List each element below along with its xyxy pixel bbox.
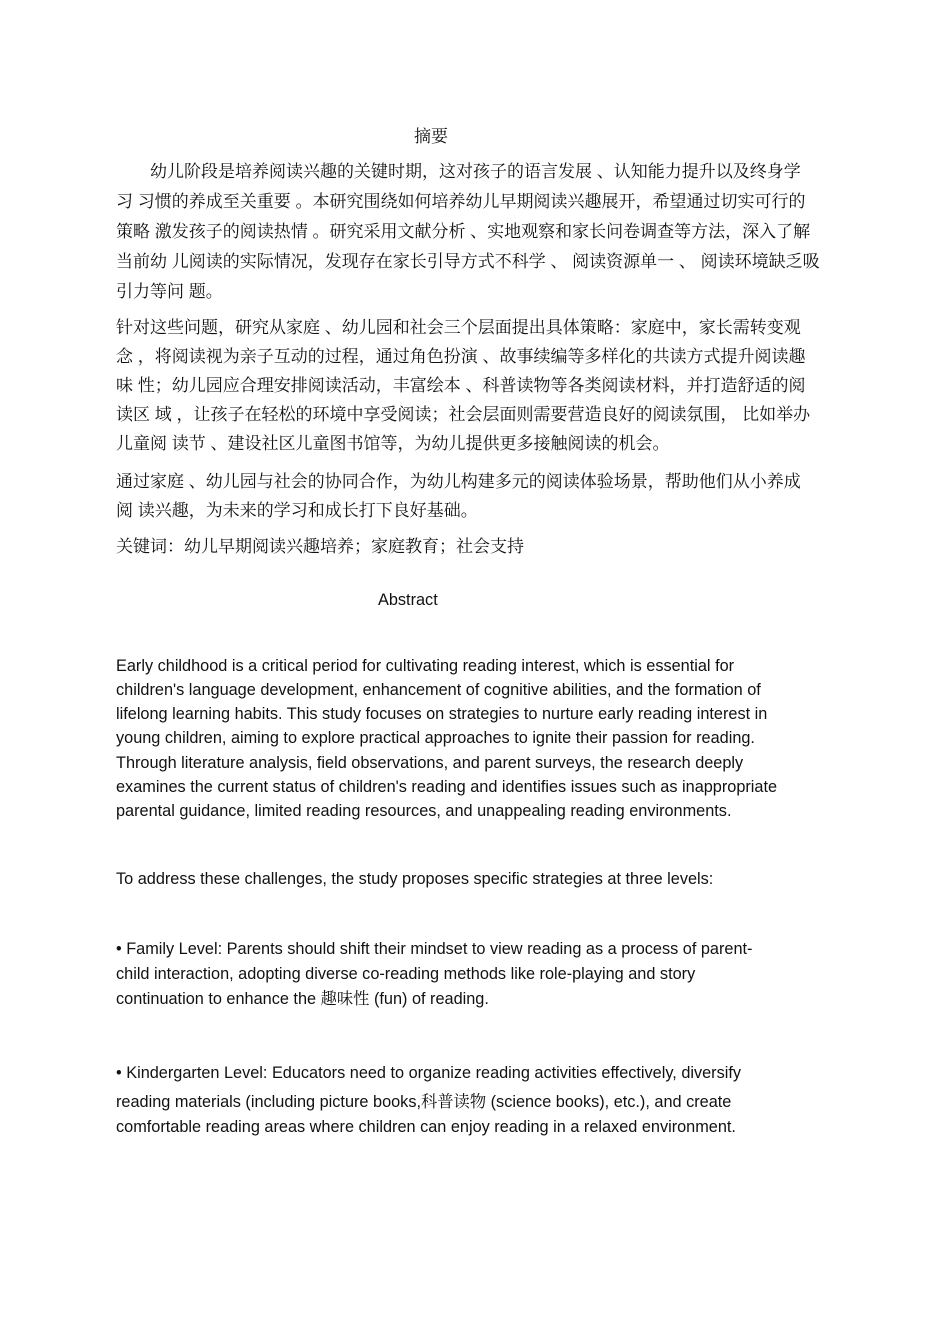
abstract_zh-line: 习 习惯的养成至关重要 。本研究围绕如何培养幼儿早期阅读兴趣展开，希望通过切实可行的	[116, 192, 806, 211]
abstract_zh-line: 引力等问 题。	[116, 282, 223, 301]
abstract_en-line: reading materials (including picture books,科普读物 (science books), etc.), and create	[116, 1093, 732, 1111]
abstract_en-line: examines the current status of children's reading and identifies issues such as inappropriate	[116, 778, 778, 796]
abstract_zh-line: 当前幼 儿阅读的实际情况，发现存在家长引导方式不科学 、 阅读资源单一 、 阅读环境缺乏吸	[116, 252, 820, 271]
abstract_zh-line: 味 性；幼儿园应合理安排阅读活动，丰富绘本 、科普读物等各类阅读材料，并打造舒适的阅	[116, 376, 806, 395]
abstract_zh-line: 阅 读兴趣，为未来的学习和成长打下良好基础。	[116, 501, 478, 520]
abstract_zh-line: 策略 激发孩子的阅读热情 。研究采用文献分析 、实地观察和家长问卷调查等方法，深入了解	[116, 222, 811, 241]
abstract_en-line: children's language development, enhancement of cognitive abilities, and the formation of	[116, 681, 761, 699]
abstract_en-line: young children, aiming to explore practical approaches to ignite their passion for reading.	[116, 729, 755, 747]
abstract-zh-heading: 摘要	[414, 127, 448, 146]
abstract-en-heading: Abstract	[378, 591, 438, 609]
abstract_en-line: continuation to enhance the 趣味性 (fun) of reading.	[116, 990, 489, 1008]
abstract_en-line: To address these challenges, the study proposes specific strategies at three levels:	[116, 870, 714, 888]
abstract_zh-line: 通过家庭 、幼儿园与社会的协同合作，为幼儿构建多元的阅读体验场景，帮助他们从小养成	[116, 472, 801, 491]
keywords: 关键词：幼儿早期阅读兴趣培养；家庭教育；社会支持	[116, 537, 524, 556]
abstract_en-line: parental guidance, limited reading resources, and unappealing reading environments.	[116, 802, 732, 820]
abstract_en-line: comfortable reading areas where children can enjoy reading in a relaxed environment.	[116, 1118, 736, 1136]
abstract_en-line: • Family Level: Parents should shift their mindset to view reading as a process of parent-	[116, 940, 753, 958]
abstract_zh-line: 读区 域 ，让孩子在轻松的环境中享受阅读；社会层面则需要营造良好的阅读氛围， 比如举办	[116, 405, 811, 424]
abstract_en-line: child interaction, adopting diverse co-reading methods like role-playing and story	[116, 965, 696, 983]
abstract_zh-line: 念 ，将阅读视为亲子互动的过程，通过角色扮演 、故事续编等多样化的共读方式提升阅读趣	[116, 347, 806, 366]
abstract_en-line: lifelong learning habits. This study focuses on strategies to nurture early reading interest in	[116, 705, 768, 723]
abstract_en-line: Early childhood is a critical period for cultivating reading interest, which is essential for	[116, 657, 735, 675]
abstract_zh-line: 幼儿阶段是培养阅读兴趣的关键时期，这对孩子的语言发展 、认知能力提升以及终身学	[116, 162, 801, 181]
abstract_en-line: Through literature analysis, field observations, and parent surveys, the research deeply	[116, 754, 744, 772]
abstract_zh-line: 儿童阅 读节 、建设社区儿童图书馆等，为幼儿提供更多接触阅读的机会。	[116, 434, 670, 453]
abstract_en-line: • Kindergarten Level: Educators need to organize reading activities effectively, diversify	[116, 1064, 742, 1082]
abstract_zh-line: 针对这些问题，研究从家庭 、幼儿园和社会三个层面提出具体策略：家庭中，家长需转变观	[116, 318, 801, 337]
